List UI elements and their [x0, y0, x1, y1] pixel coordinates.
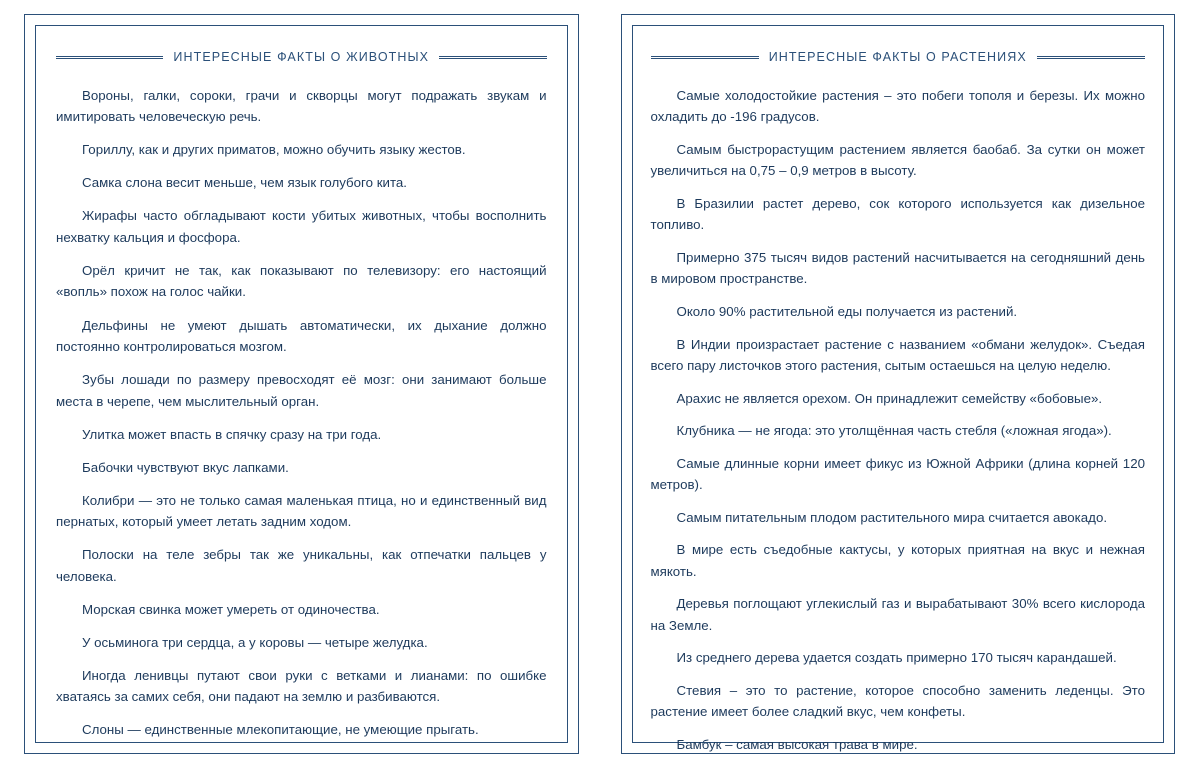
section-animal-facts-inner	[35, 25, 568, 743]
list-item: Морская свинка может умереть от одиночества.	[82, 601, 380, 617]
list-item: Дельфины не умеют дышать автоматически, их дыхание должно постоянно контролироваться мозгом.	[56, 317, 547, 355]
animal-facts-list	[56, 85, 547, 741]
list-item: Самка слона весит меньше, чем язык голубого кита.	[82, 175, 407, 191]
animal-facts-title-row	[56, 40, 547, 75]
list-item: Самые длинные корни имеет фикус из Южной Африки (длина корней 120 метров).	[650, 455, 1145, 493]
list-item: Бамбук – самая высокая трава в мире.	[676, 736, 918, 752]
list-item: В Индии произрастает растение с названием «обмани желудок». Съедая всего пару листочков этого растения, сытым остаешься на целую неделю.	[650, 336, 1145, 374]
list-item: Полоски на теле зебры так же уникальны, как отпечатки пальцев у человека.	[56, 547, 547, 584]
list-item: Клубника — не ягода: это утолщённая часть стебля («ложная ягода»).	[676, 423, 1112, 439]
list-item: Деревья поглощают углекислый газ и вырабатывают 30% всего кислорода на Земле.	[650, 596, 1145, 633]
plant-facts-title-row	[651, 40, 1146, 75]
list-item: Из среднего дерева удается создать примерно 170 тысяч карандашей.	[676, 650, 1117, 666]
title-rule-left	[56, 56, 163, 59]
title-rule-right	[439, 56, 546, 59]
list-item: Слоны — единственные млекопитающие, не умеющие прыгать.	[82, 722, 479, 738]
plant-facts-title: ИНТЕРЕСНЫЕ ФАКТЫ О РАСТЕНИЯХ	[768, 50, 1027, 65]
list-item: Бабочки чувствуют вкус лапками.	[82, 459, 289, 475]
list-item: Стевия – это то растение, которое способно заменить леденцы. Это растение имеет более сладкий вкус, чем конфеты.	[650, 682, 1145, 720]
list-item: Жирафы часто обгладывают кости убитых животных, чтобы восполнить нехватку кальция и фосфора.	[56, 208, 547, 245]
list-item: Арахис не является орехом. Он принадлежит семейству «бобовые».	[676, 390, 1103, 406]
list-item: Самым быстрорастущим растением является баобаб. За сутки он может увеличиться на 0,75 – 0,9 метров в высоту.	[650, 141, 1145, 179]
list-item: В Бразилии растет дерево, сок которого используется как дизельное топливо.	[650, 195, 1145, 233]
list-item: Колибри — это не только самая маленькая птица, но и единственный вид пернатых, который умеет летать задним ходом.	[56, 492, 547, 530]
animal-facts-title: ИНТЕРЕСНЫЕ ФАКТЫ О ЖИВОТНЫХ	[173, 50, 430, 65]
list-item: У осьминога три сердца, а у коровы — четыре желудка.	[82, 634, 428, 650]
list-item: Примерно 375 тысяч видов растений насчитывается на сегодняшний день в мировом пространстве.	[650, 249, 1145, 287]
list-item: В мире есть съедобные кактусы, у которых приятная на вкус и нежная мякоть.	[650, 542, 1145, 579]
section-animal-facts	[24, 14, 579, 754]
list-item: Около 90% растительной еды получается из растений.	[676, 304, 1018, 319]
list-item: Вороны, галки, сороки, грачи и скворцы могут подражать звукам и имитировать человеческую речь.	[56, 87, 547, 125]
plant-facts-list	[651, 85, 1146, 756]
list-item: Зубы лошади по размеру превосходят её мозг: они занимают больше места в черепе, чем мыслительный орган.	[56, 372, 547, 409]
section-plant-facts	[621, 14, 1176, 754]
title-rule-left	[651, 56, 759, 59]
list-item: Самым питательным плодом растительного мира считается авокадо.	[676, 509, 1108, 525]
list-item: Гориллу, как и других приматов, можно обучить языку жестов.	[82, 142, 466, 158]
section-plant-facts-inner	[632, 25, 1165, 752]
list-item: Иногда ленивцы путают свои руки с ветками и лианами: по ошибке хватаясь за самих себя, они падают на землю и разбиваются.	[56, 667, 547, 705]
list-item: Самые холодостойкие растения – это побеги тополя и березы. Их можно охладить до -196 градусов.	[650, 87, 1145, 125]
title-rule-right	[1037, 56, 1145, 59]
list-item: Орёл кричит не так, как показывают по телевизору: его настоящий «вопль» похож на голос чайки.	[56, 262, 547, 300]
list-item: Улитка может впасть в спячку сразу на три года.	[82, 426, 382, 442]
